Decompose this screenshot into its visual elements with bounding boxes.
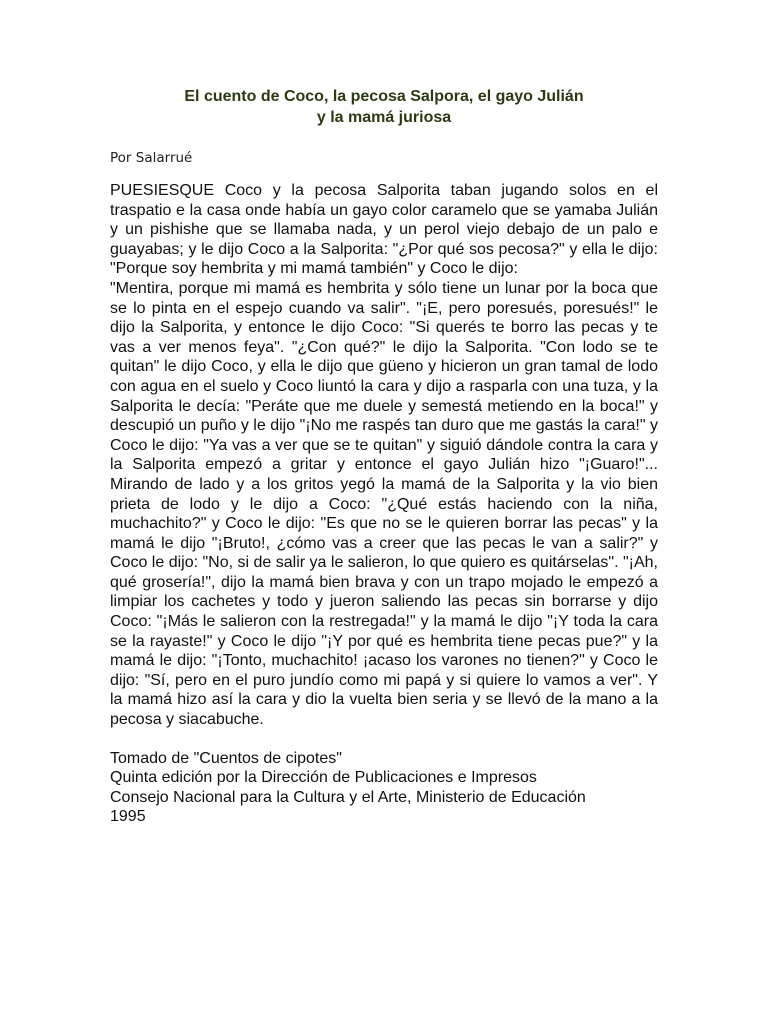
source-line-3: Consejo Nacional para la Cultura y el Arte, Ministerio de Educación — [110, 788, 586, 806]
story-body — [110, 181, 658, 730]
author-byline: Por Salarrué — [110, 150, 193, 166]
story-title-line-1: El cuento de Coco, la pecosa Salpora, el gayo Julián — [184, 88, 584, 105]
story-title — [110, 86, 658, 128]
source-line-1: Tomado de "Cuentos de cipotes" — [110, 749, 342, 767]
paragraph-1: PUESIESQUE Coco y la pecosa Salporita taban jugando solos en el traspatio e la casa onde había un gayo color caramelo que se yamaba Julián y un pishishe que se llamaba nada, y un perol viejo debajo de un palo e guayabas; y le dijo Coco a la Salporita: "¿Por qué sos pecosa?" y ella le dijo: "Porque soy hembrita y mi mamá también" y Coco le dijo: — [110, 182, 658, 278]
document-page — [110, 86, 658, 827]
source-line-4: 1995 — [110, 808, 146, 826]
source-citation — [110, 749, 658, 827]
story-title-line-2: y la mamá juriosa — [316, 109, 452, 126]
source-line-2: Quinta edición por la Dirección de Publicaciones e Impresos — [110, 769, 537, 787]
paragraph-2: "Mentira, porque mi mamá es hembrita y sólo tiene un lunar por la boca que se lo pinta en el espejo cuando va salir". "¡E, pero poresués, poresués!" le dijo la Salporita, y entonce le dijo Coco: "Si querés te borro las pecas y te vas a ver menos feya". "¿Con qué?" le dijo la Salporita. "Con lodo se te quitan" le dijo Coco, y ella le dijo que güeno y hicieron un gran tamal de lodo con agua en el suelo y Coco liuntó la cara y dijo a rasparla con una tuza, y la Salporita le decía: "Peráte que me duele y semestá metiendo en la boca!" y descupió un puño y le dijo "¡No me raspés tan duro que me gastás la cara!" y Coco le dijo: "Ya vas a ver que se te quitan" y siguió dándole contra la cara y la Salporita empezó a gritar y entonce el gayo Julián hizo "¡Guaro!"... Mirando de lado y a los gritos yegó la mamá de la Salporita y la vio bien prieta de lodo y le dijo a Coco: "¿Qué estás haciendo con la niña, muchachito?" y Coco le dijo: "Es que no se le quieren borrar las pecas" y la mamá le dijo "¡Bruto!, ¿cómo vas a creer que las pecas le van a salir?" y Coco le dijo: "No, si de salir ya le salieron, lo que quiero es quitárselas". "¡Ah, qué grosería!", dijo la mamá bien brava y con un trapo mojado le empezó a limpiar los cachetes y todo y jueron saliendo las pecas sin borrarse y dijo Coco: "¡Más le salieron con la restregada!" y la mamá le dijo "¡Y toda la cara se la rayaste!" y Coco le dijo "¡Y por qué es hembrita tiene pecas pue?" y la mamá le dijo: "¡Tonto, muchachito! ¡acaso los varones no tienen?" y Coco le dijo: "Sí, pero en el puro jundío como mi papá y si quiere lo vamos a ver". Y la mamá hizo así la cara y dio la vuelta bien seria y se llevó de la mano a la pecosa y siacabuche. — [110, 279, 658, 729]
